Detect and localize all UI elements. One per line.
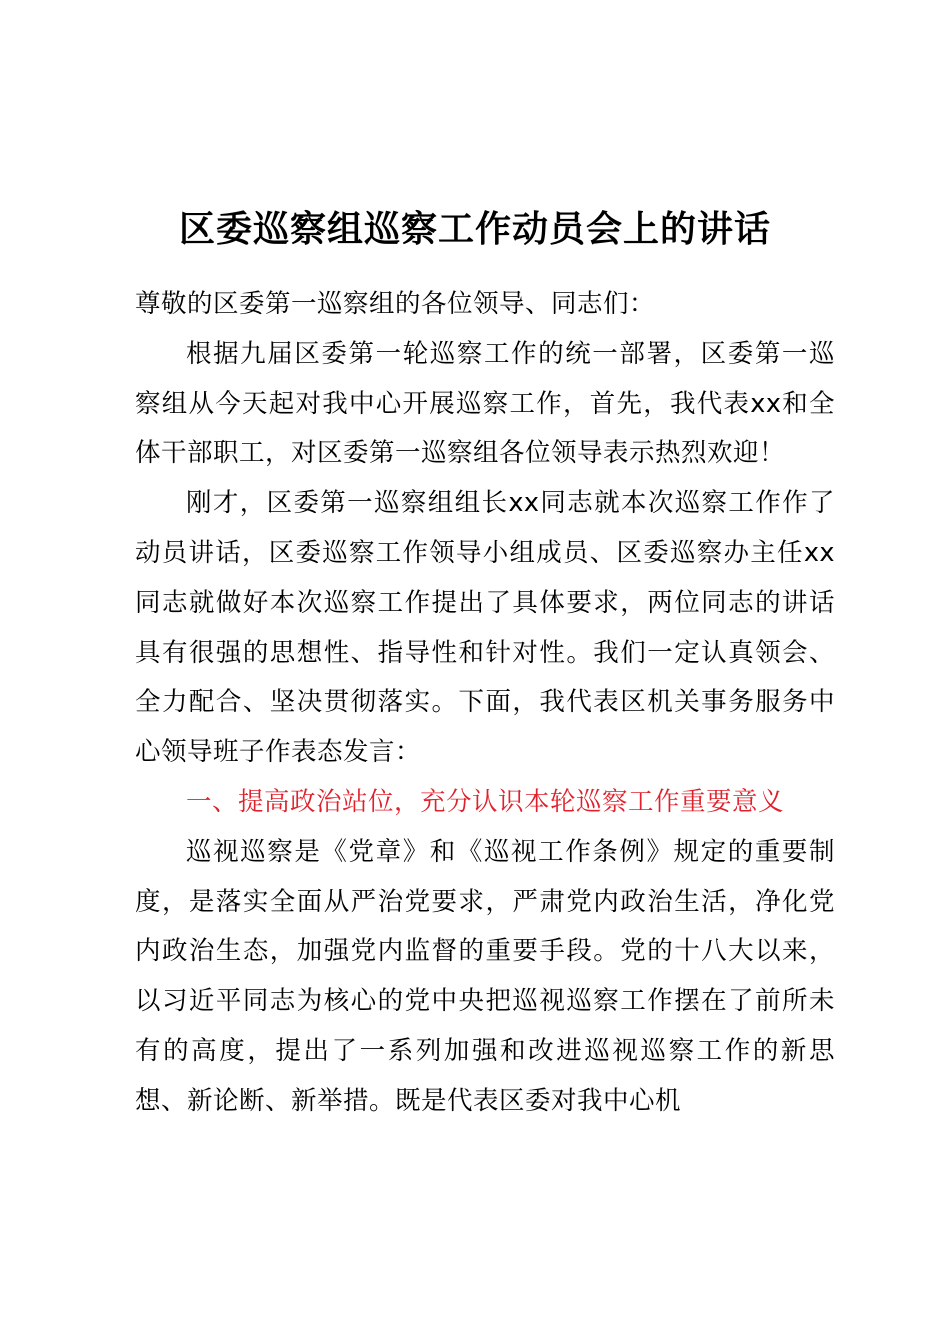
paragraph-statement: 刚才，区委第一巡察组组长xx同志就本次巡察工作作了动员讲话，区委巡察工作领导小组成员、区委巡察办主任xx同志就做好本次巡察工作提出了具体要求，两位同志的讲话具有很强的思想性、指导性和针对性。我们一定认真领会、全力配合、坚决贯彻落实。下面，我代表区机关事务服务中心领导班子作表态发言： [135, 488, 835, 768]
section-paragraph: 巡视巡察是《党章》和《巡视工作条例》规定的重要制度，是落实全面从严治党要求，严肃党内政治生活，净化党内政治生态，加强党内监督的重要手段。党的十八大以来，以习近平同志为核心的党中央把巡视巡察工作摆在了前所未有的高度，提出了一系列加强和改进巡视巡察工作的新思想、新论断、新举措。既是代表区委对我中心机 [135, 836, 835, 1116]
document-title: 区委巡察组巡察工作动员会上的讲话 [178, 209, 771, 250]
document-body [135, 280, 835, 1127]
salutation: 尊敬的区委第一巡察组的各位领导、同志们： [135, 289, 656, 319]
paragraph-intro: 根据九届区委第一轮巡察工作的统一部署，区委第一巡察组从今天起对我中心开展巡察工作，首先，我代表xx和全体干部职工，对区委第一巡察组各位领导表示热烈欢迎！ [135, 338, 835, 469]
section-heading: 一、提高政治站位，充分认识本轮巡察工作重要意义 [186, 786, 785, 817]
